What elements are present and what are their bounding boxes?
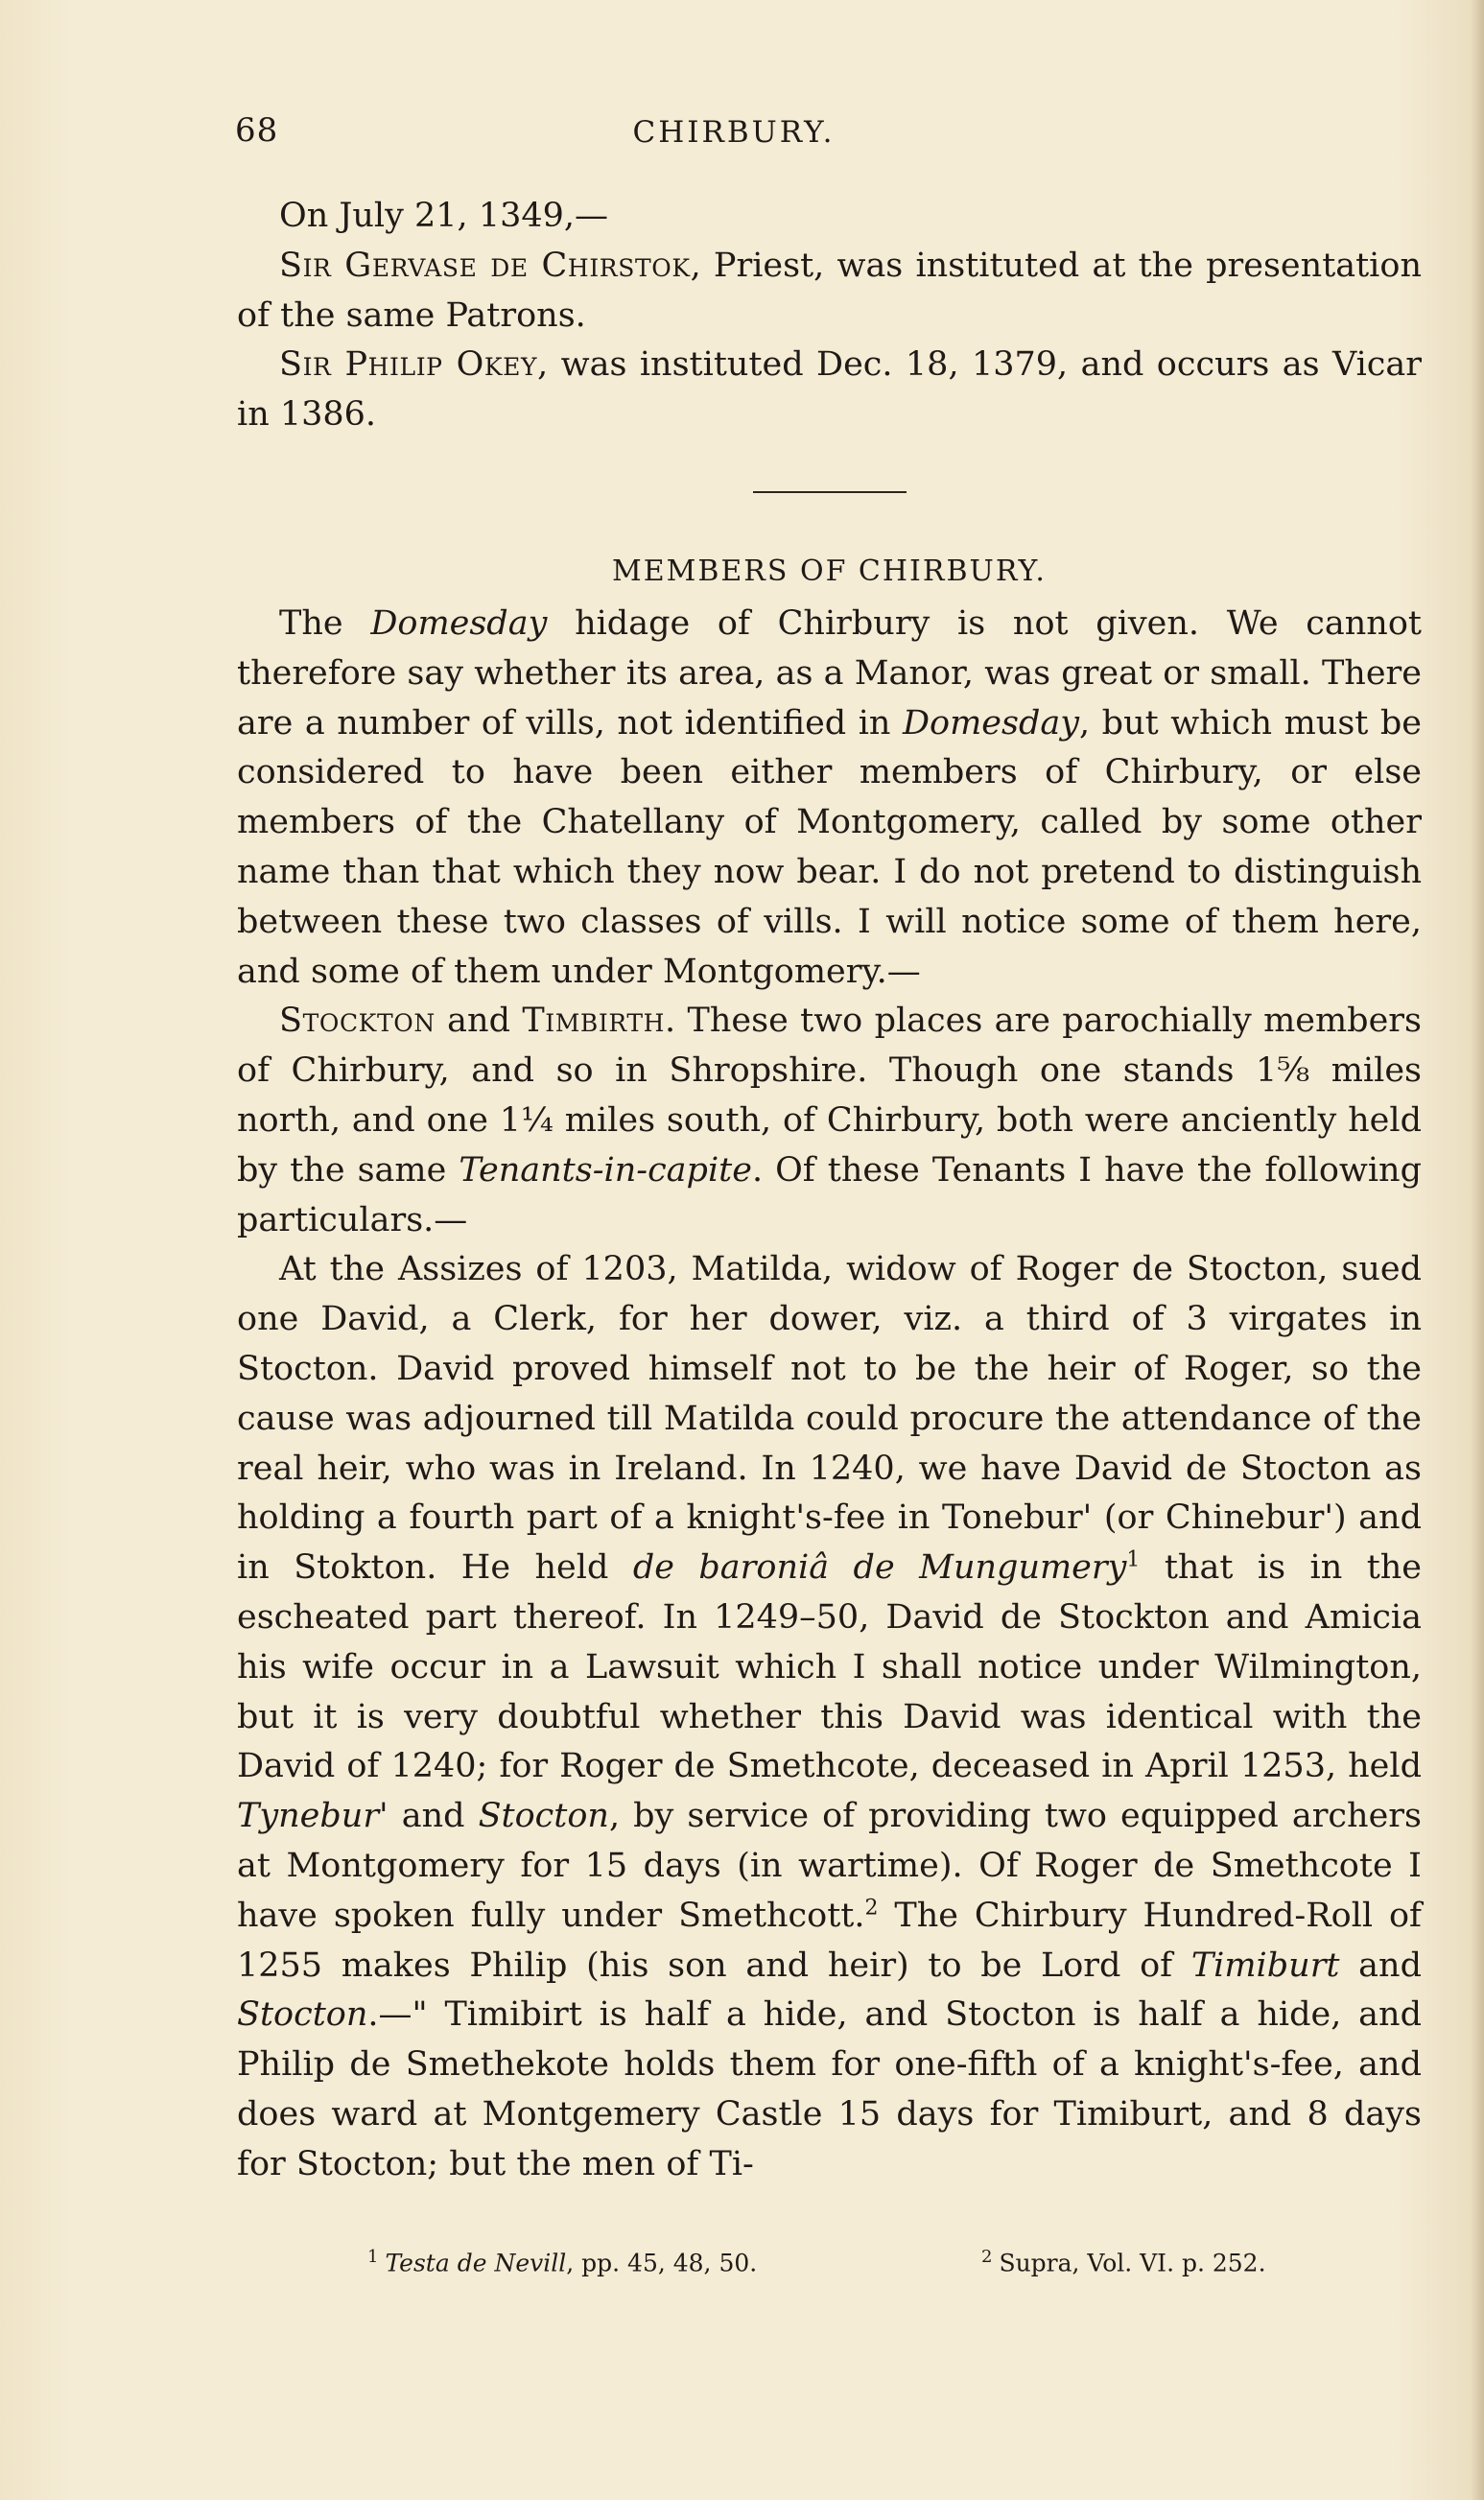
section-paragraph-3-italic-2: Tynebur'	[237, 1797, 389, 1836]
footnote-1-italic: Testa de Nevill	[385, 2249, 567, 2277]
section-paragraph-2	[237, 997, 1422, 1245]
footnote-1	[367, 2241, 757, 2279]
section-paragraph-3-italic-1: de baroniâ de Mungumery	[632, 1548, 1127, 1588]
entry-text-1: , Priest, was instituted at the presentation of the same Patrons.	[237, 246, 1422, 335]
section-paragraph-3-italic-3: Stocton	[478, 1797, 609, 1836]
section-paragraph-2-part-1: . These two places are parochially members of Chirbury, and so in Shropshire. Though one stands 1⅝ miles north, and one 1¼ miles south, of Chirbury, both were anciently held by the same	[237, 1002, 1422, 1190]
main-text-block	[237, 192, 1422, 2189]
entry-paragraph-1	[237, 242, 1422, 342]
section-paragraph-3-part-4: , by service of providing two equipped archers at Montgomery for 15 days (in wartime). Of Roger de Smethcote I have spoken fully under Smethcott.	[237, 1797, 1422, 1935]
section-paragraph-3-part-7: .—" Timibirt is half a hide, and Stocton is half a hide, and Philip de Smethekote holds them for one-fifth of a knight's-fee, and does ward at Montgemery Castle 15 days for Timiburt, and 8 days for Stocton; but the men of Ti-	[237, 1995, 1422, 2183]
footnote-2	[981, 2241, 1266, 2279]
section-paragraph-1	[237, 600, 1422, 997]
section-paragraph-3-part-2: that is in the escheated part thereof. In 1249–50, David de Stockton and Amicia his wife occur in a Lawsuit which I shall notice under Wilmington, but it is very doubtful whether this David was identical with the David of 1240; for Roger de Smethcote, deceased in April 1253, held	[237, 1548, 1423, 1786]
section-divider	[753, 491, 907, 493]
section-paragraph-1-italic-1: Domesday	[370, 603, 548, 643]
section-paragraph-2-italic-1: Tenants-in-capite	[459, 1150, 752, 1190]
footnote-1-text	[385, 2249, 757, 2276]
section-paragraph-3-part-5: The Chirbury Hundred-Roll of 1255 makes Philip (his son and heir) to be Lord of	[237, 1896, 1422, 1985]
entry-name-1: Sir Gervase de Chirstok	[279, 246, 691, 285]
entry-text-2: , was instituted Dec. 18, 1379, and occurs as Vicar in 1386.	[237, 345, 1422, 435]
footnote-1-mark: 1	[367, 2247, 379, 2267]
place-name-timbirth: Timbirth	[522, 1002, 666, 1041]
place-name-stockton: Stockton	[279, 1002, 436, 1041]
section-paragraph-1-italic-2: Domesday	[902, 703, 1080, 743]
section-paragraph-2-part-2: . Of these Tenants I have the following particulars.—	[237, 1150, 1422, 1239]
section-paragraph-3-italic-5: Stocton	[237, 1995, 368, 2035]
section-paragraph-3-part-6: and	[1339, 1946, 1422, 1985]
section-paragraph-1-part-2: hidage of Chirbury is not given. We cannot therefore say whether its area, as a Manor, was great or small. There are a number of vills, not identified in	[237, 603, 1422, 743]
section-paragraph-3	[237, 1245, 1422, 2189]
section-heading: MEMBERS OF CHIRBURY.	[612, 554, 1047, 588]
section-paragraph-1-part-3: , but which must be considered to have been either members of Chirbury, or else members of the Chatellany of Montgomery, called by some other name than that which they now bear. I do not pretend to distinguish between these two classes of vills. I will notice some of them here, and some of them under Montgomery.—	[237, 703, 1422, 991]
footnote-2-text: Supra, Vol. VI. p. 252.	[999, 2249, 1266, 2277]
section-paragraph-3-italic-4: Timiburt	[1190, 1946, 1340, 1985]
footnote-1-body: , pp. 45, 48, 50.	[566, 2249, 758, 2277]
section-paragraph-1-part-1: The	[279, 603, 371, 643]
section-paragraph-3-part-3: and	[388, 1797, 479, 1836]
entry-name-2: Sir Philip Okey	[279, 345, 538, 385]
page-header	[235, 111, 1233, 169]
section-paragraph-3-part-1: At the Assizes of 1203, Matilda, widow of Roger de Stocton, sued one David, a Clerk, for her dower, viz. a third of 3 virgates in Stocton. David proved himself not to be the heir of Roger, so the cause was adjourned till Matilda could procure the attendance of the real heir, who was in Ireland. In 1240, we have David de Stocton as holding a fourth part of a knight's-fee in Tonebur' (or Chinebur') and in Stokton. He held	[237, 1250, 1422, 1588]
entry-paragraph-2	[237, 341, 1422, 440]
footnote-ref-2: 2	[864, 1896, 879, 1921]
footnote-2-mark: 2	[981, 2247, 993, 2267]
page-gutter-shadow	[1471, 0, 1484, 2500]
footnote-ref-1: 1	[1126, 1547, 1141, 1572]
running-title: CHIRBURY.	[632, 115, 836, 150]
date-line-text: On July 21, 1349,—	[279, 197, 609, 235]
date-line	[237, 192, 1422, 242]
place-name-joiner: and	[435, 1002, 523, 1041]
page-number: 68	[235, 111, 279, 150]
